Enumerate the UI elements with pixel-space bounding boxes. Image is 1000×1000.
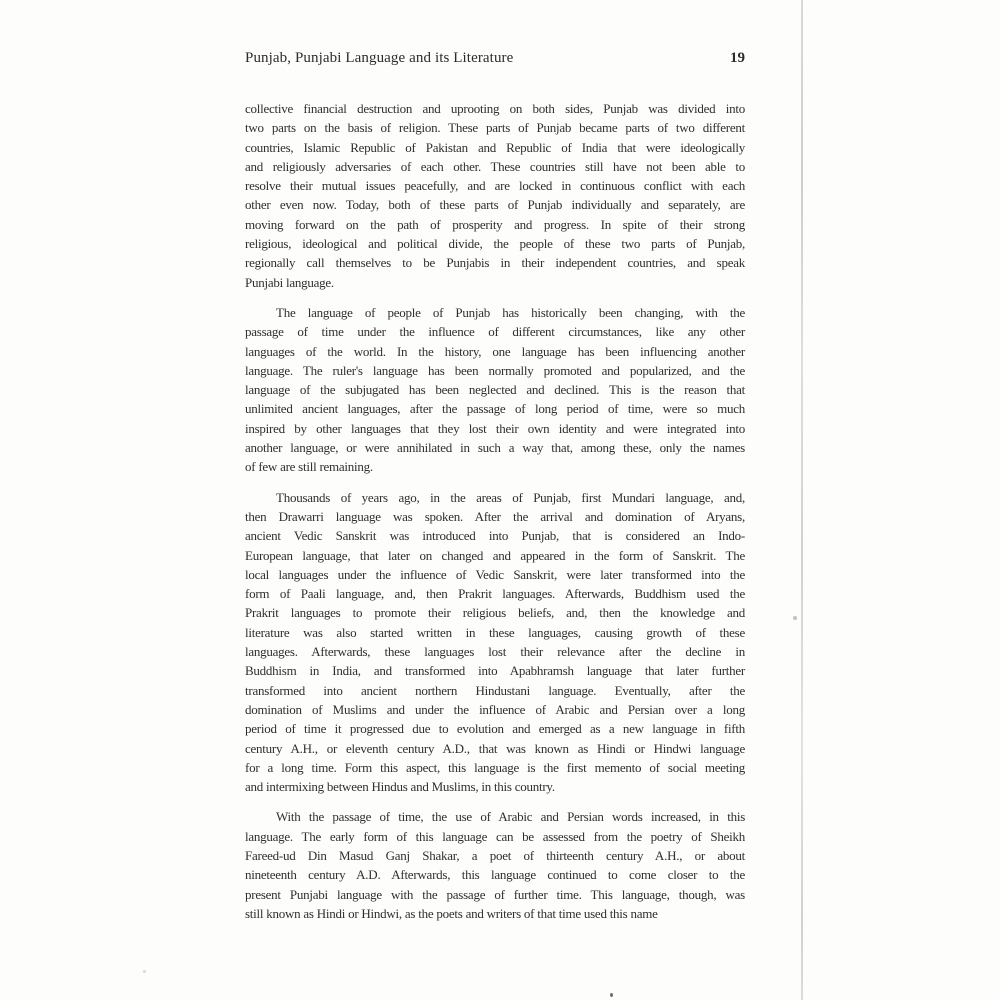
text-line: language. The early form of this language can be assessed from the poetry of Sheikh: [245, 828, 745, 844]
paragraph: [245, 488, 745, 797]
text-line: Thousands of years ago, in the areas of Punjab, first Mundari language, and,: [276, 489, 745, 505]
text-line: countries, Islamic Republic of Pakistan and Republic of India that were ideologically: [245, 139, 745, 155]
text-line: Prakrit languages to promote their religious beliefs, and, then the knowledge and: [245, 605, 745, 621]
text-line: languages. Afterwards, these languages lost their relevance after the decline in: [245, 644, 745, 660]
paragraph: [245, 807, 745, 923]
text-line: resolve their mutual issues peacefully, and are locked in continuous conflict with each: [245, 178, 745, 194]
text-line: then Drawarri language was spoken. After the arrival and domination of Aryans,: [245, 508, 745, 524]
text-line: of few are still remaining.: [245, 459, 373, 475]
text-line: nineteenth century A.D. Afterwards, this language continued to come closer to the: [245, 867, 745, 883]
text-line: form of Paali language, and, then Prakrit languages. Afterwards, Buddhism used the: [245, 586, 745, 602]
text-line: domination of Muslims and under the influence of Arabic and Persian over a long: [245, 701, 745, 717]
text-line: transformed into ancient northern Hindustani language. Eventually, after the: [245, 682, 745, 698]
text-line: collective financial destruction and uprooting on both sides, Punjab was divided into: [245, 101, 745, 116]
text-line: religious, ideological and political divide, the people of these two parts of Punjab,: [245, 236, 745, 252]
page-number: 19: [730, 50, 745, 66]
scan-speck: [793, 616, 797, 620]
text-line: two parts on the basis of religion. These parts of Punjab became parts of two different: [245, 120, 745, 136]
text-line: inspired by other languages that they lost their own identity and were integrated into: [245, 420, 745, 436]
text-line: present Punjabi language with the passage of further time. This language, though, was: [245, 886, 745, 902]
text-line: Fareed-ud Din Masud Ganj Shakar, a poet of thirteenth century A.H., or about: [245, 847, 745, 863]
text-line: With the passage of time, the use of Arabic and Persian words increased, in this: [276, 809, 745, 825]
text-line: language of the subjugated has been neglected and declined. This is the reason that: [245, 382, 745, 398]
paragraph: [245, 303, 745, 477]
text-line: and intermixing between Hindus and Muslims, in this country.: [245, 779, 555, 795]
text-line: Buddhism in India, and transformed into Apabhramsh language that later further: [245, 663, 745, 679]
paragraph: [245, 99, 745, 292]
text-line: century A.H., or eleventh century A.D., that was known as Hindi or Hindwi language: [245, 740, 745, 756]
text-line: moving forward on the path of prosperity and progress. In spite of their strong: [245, 216, 745, 232]
text-line: other even now. Today, both of these parts of Punjab individually and separately, are: [245, 197, 745, 213]
page-edge-scan-line: [801, 0, 803, 1000]
running-head-title: Punjab, Punjabi Language and its Literature: [245, 50, 514, 66]
text-line: language. The ruler's language has been normally promoted and popularized, and the: [245, 362, 745, 378]
text-line: European language, that later on changed and appeared in the form of Sanskrit. The: [245, 547, 745, 563]
scan-speck: [610, 993, 613, 997]
text-line: languages of the world. In the history, one language has been influencing another: [245, 343, 745, 359]
text-line: literature was also started written in these languages, causing growth of these: [245, 624, 745, 640]
text-line: and religiously adversaries of each other. These countries still have not been able to: [245, 158, 745, 174]
text-line: local languages under the influence of Vedic Sanskrit, were later transformed into the: [245, 566, 745, 582]
text-line: for a long time. Form this aspect, this language is the first memento of social meeting: [245, 759, 745, 775]
text-line: unlimited ancient languages, after the passage of long period of time, were so much: [245, 401, 745, 417]
text-line: still known as Hindi or Hindwi, as the poets and writers of that time used this name: [245, 905, 658, 921]
text-line: Punjabi language.: [245, 274, 334, 290]
text-line: ancient Vedic Sanskrit was introduced into Punjab, that is considered an Indo-: [245, 528, 745, 544]
text-line: another language, or were annihilated in such a way that, among these, only the names: [245, 440, 745, 456]
text-line: passage of time under the influence of different circumstances, like any other: [245, 324, 745, 340]
scan-speck: [143, 970, 146, 973]
page-header: [245, 50, 745, 67]
text-line: The language of people of Punjab has historically been changing, with the: [276, 304, 745, 320]
text-line: period of time it progressed due to evolution and emerged as a new language in fifth: [245, 721, 745, 737]
text-line: regionally call themselves to be Punjabis in their independent countries, and speak: [245, 255, 745, 271]
page-body: [245, 99, 745, 923]
